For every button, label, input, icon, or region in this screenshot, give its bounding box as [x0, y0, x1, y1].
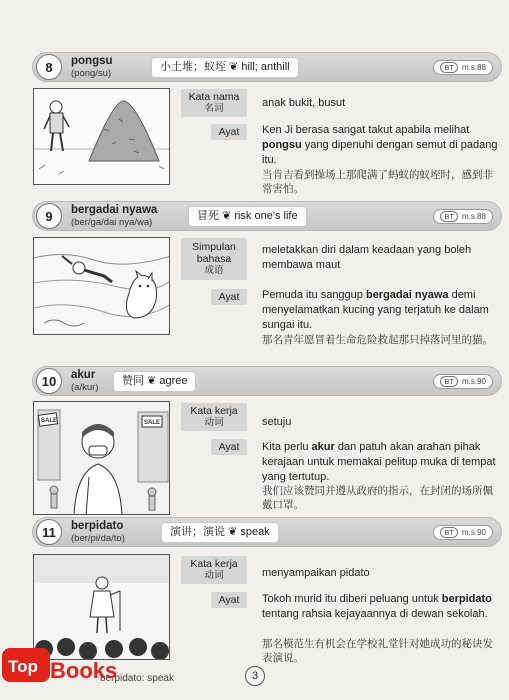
pos-label-cn: 名词: [204, 103, 224, 114]
pos-label-text: Simpulan bahasa: [192, 241, 236, 265]
illustration-mask-mall: [33, 401, 170, 515]
pos-label: [181, 403, 247, 431]
pos-label-text: Kata kerja: [190, 405, 238, 417]
bt-badge: BT: [440, 376, 458, 387]
entry-number: 10: [36, 368, 62, 394]
topbooks-watermark: [0, 640, 118, 696]
reference-tag: [433, 60, 493, 75]
sentence-keyword: akur: [311, 441, 335, 453]
ref-page: m.s.88: [461, 212, 486, 221]
ref-page: m.s.90: [461, 377, 486, 386]
svg-text:Books: Books: [50, 658, 118, 683]
anthill-drawing: [34, 89, 170, 185]
sentence-translation: 那名青年愿冒着生命危险救起那只掉落河里的猫。: [262, 334, 493, 346]
ayat-label: Ayat: [211, 439, 247, 455]
bt-badge: BT: [440, 211, 458, 222]
example-sentence: [262, 288, 502, 333]
ayat-label: Ayat: [211, 124, 247, 140]
entry-number: 9: [36, 203, 62, 229]
page-number: 3: [245, 666, 265, 686]
sentence-text: Pemuda itu sanggup: [262, 289, 366, 301]
footer-partial-text: berpidato: speak: [100, 673, 174, 684]
reference-tag: [433, 374, 493, 389]
svg-text:Top: Top: [8, 657, 38, 676]
entry-word: berpidato: [71, 520, 124, 532]
entry-header-8: [32, 52, 502, 82]
mask-mall-drawing: [34, 402, 170, 515]
meaning-box: 小土堆；蚁垤 ❦ hill; anthill: [151, 57, 299, 78]
pos-label: [181, 238, 247, 280]
sentence-translation: 当肯吉看到操场上那爬满了蚂蚁的蚁垤时，感到非常害怕。: [262, 169, 493, 195]
bt-badge: BT: [440, 527, 458, 538]
ayat-label: Ayat: [211, 289, 247, 305]
ref-page: m.s.90: [461, 528, 486, 537]
sentence-translation: 我们应该赞同并遵从政府的指示，在封闭的场所佩戴口罩。: [262, 485, 493, 511]
pos-label-text: Kata kerja: [190, 558, 238, 570]
entry-syllables: (pong/su): [71, 68, 112, 79]
example-sentence: [262, 592, 502, 622]
definition: anak bukit, busut: [262, 97, 346, 109]
sentence-text: demi menyelamatkan kucing yang terjatuh ke dalam sungai itu.: [262, 289, 489, 331]
ayat-label: Ayat: [211, 592, 247, 608]
entry-header-11: [32, 517, 502, 547]
meaning-box: 冒死 ❦ risk one's life: [188, 206, 307, 227]
sentence-text: Kita perlu: [262, 441, 312, 453]
ref-page: m.s.88: [461, 63, 486, 72]
sale-sign: SALE: [41, 418, 58, 424]
meaning-box: 赞同 ❦ agree: [113, 371, 196, 392]
definition: setuju: [262, 416, 292, 428]
example-sentence: [262, 123, 502, 168]
pos-label: [181, 556, 247, 584]
sentence-text: tentang rahsia kejayaannya di dewan sekolah.: [262, 608, 488, 620]
sentence-keyword: bergadai nyawa: [365, 289, 449, 301]
topbooks-logo: [0, 640, 118, 696]
sentence-keyword: berpidato: [441, 593, 492, 605]
pos-label-cn: 动词: [204, 570, 224, 581]
sentence-text: Tokoh murid itu diberi peluang untuk: [262, 593, 442, 605]
definition: meletakkan diri dalam keadaan yang boleh membawa maut: [262, 244, 472, 271]
illustration-river-rescue: [33, 237, 170, 335]
bt-badge: BT: [440, 62, 458, 73]
entry-word: bergadai nyawa: [71, 204, 158, 216]
entry-word: akur: [71, 369, 96, 381]
sentence-keyword: pongsu: [262, 139, 302, 151]
sale-sign: SALE: [144, 420, 161, 426]
sentence-text: Ken Ji berasa sangat takut apabila melihat: [262, 124, 470, 136]
pos-label-cn: 成语: [204, 265, 224, 276]
reference-tag: [433, 209, 493, 224]
example-sentence: [262, 440, 502, 485]
reference-tag: [433, 525, 493, 540]
entry-syllables: (ber/ga/dai nya/wa): [71, 217, 153, 228]
entry-number: 11: [36, 519, 62, 545]
illustration-anthill: [33, 88, 170, 185]
sentence-text: dan patuh akan arahan pihak kerajaan untuk memakai pelitup muka di tempat yang tertutup.: [262, 441, 496, 483]
river-rescue-drawing: [34, 238, 170, 335]
entry-syllables: (a/kur): [71, 382, 99, 393]
entry-header-10: [32, 366, 502, 396]
entry-word: pongsu: [71, 55, 113, 67]
entry-number: 8: [36, 54, 62, 80]
pos-label-cn: 动词: [204, 417, 224, 428]
entry-syllables: (ber/pi/da/to): [71, 533, 125, 544]
sentence-text: yang dipenuhi dengan semut di padang itu.: [262, 139, 498, 166]
pos-label-text: Kata nama: [188, 91, 240, 103]
definition: menyampaikan pidato: [262, 567, 370, 579]
meaning-box: 演讲；演说 ❦ speak: [161, 522, 279, 543]
entry-header-9: [32, 201, 502, 231]
sentence-translation: 那名模范生有机会在学校礼堂针对她成功的秘诀发表演说。: [262, 638, 493, 664]
pos-label: [181, 89, 247, 117]
